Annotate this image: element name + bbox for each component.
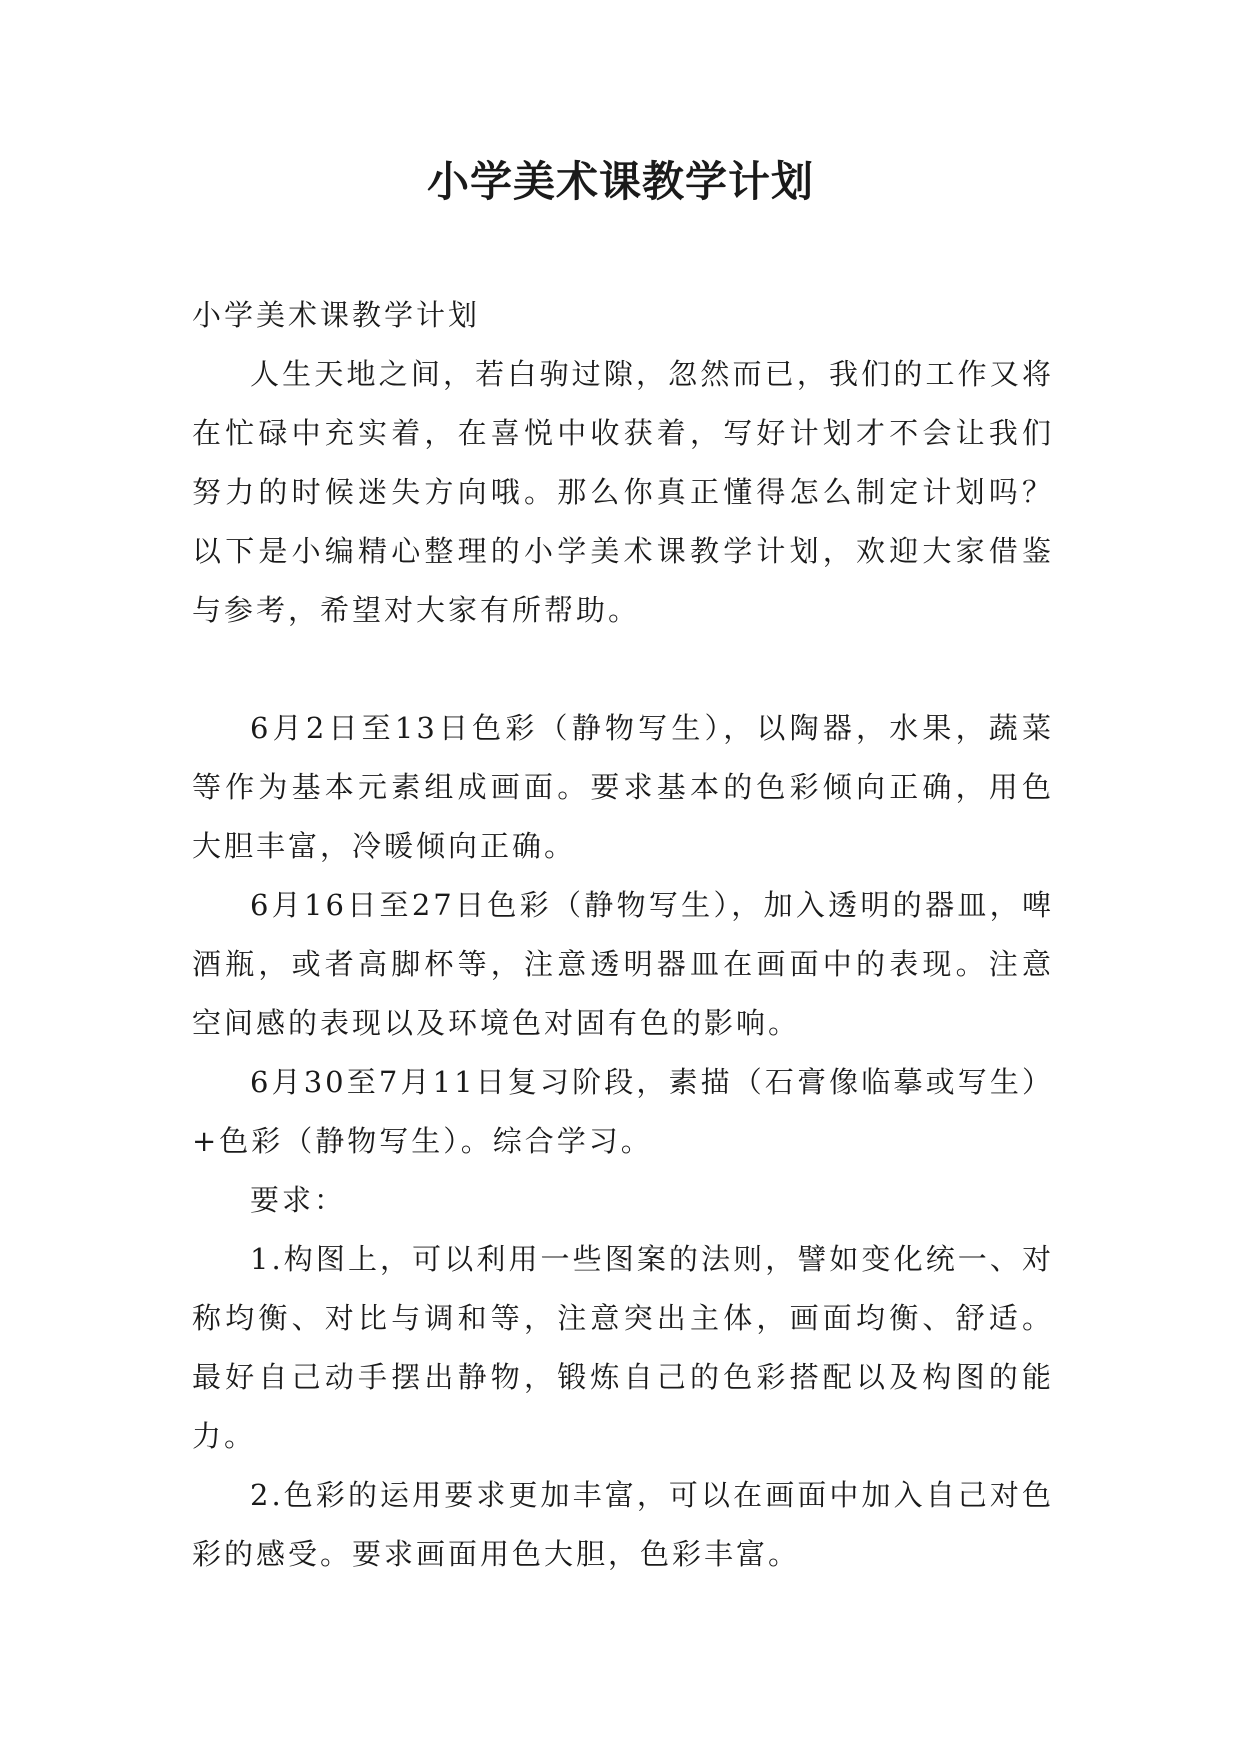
requirements-heading: 要求： bbox=[250, 1183, 347, 1217]
requirement-item-1: 1.构图上，可以利用一些图案的法则，譬如变化统一、对称均衡、对比与调和等，注意突出主体，画面均衡、舒适。最好自己动手摆出静物，锻炼自己的色彩搭配以及构图的能力。 bbox=[192, 1242, 1054, 1453]
intro-paragraph: 人生天地之间，若白驹过隙，忽然而已，我们的工作又将在忙碌中充实着，在喜悦中收获着，写好计划才不会让我们努力的时候迷失方向哦。那么你真正懂得怎么制定计划吗？以下是小编精心整理的小学美术课教学计划，欢迎大家借鉴与参考，希望对大家有所帮助。 bbox=[192, 357, 1054, 627]
requirement-item-2: 2.色彩的运用要求更加丰富，可以在画面中加入自己对色彩的感受。要求画面用色大胆，色彩丰富。 bbox=[192, 1478, 1054, 1571]
schedule-paragraph-2: 6月16日至27日色彩（静物写生），加入透明的器皿，啤酒瓶，或者高脚杯等，注意透明器皿在画面中的表现。注意空间感的表现以及环境色对固有色的影响。 bbox=[192, 888, 1054, 1040]
document-body bbox=[192, 286, 1054, 1584]
document-title: 小学美术课教学计划 bbox=[426, 157, 814, 206]
schedule-paragraph-3: 6月30至7月11日复习阶段，素描（石膏像临摹或写生）+色彩（静物写生）。综合学习。 bbox=[192, 1065, 1054, 1158]
paragraph-spacer bbox=[192, 640, 1054, 699]
document-subtitle: 小学美术课教学计划 bbox=[192, 298, 481, 332]
schedule-paragraph-1: 6月2日至13日色彩（静物写生），以陶器，水果，蔬菜等作为基本元素组成画面。要求基本的色彩倾向正确，用色大胆丰富，冷暖倾向正确。 bbox=[192, 711, 1054, 863]
